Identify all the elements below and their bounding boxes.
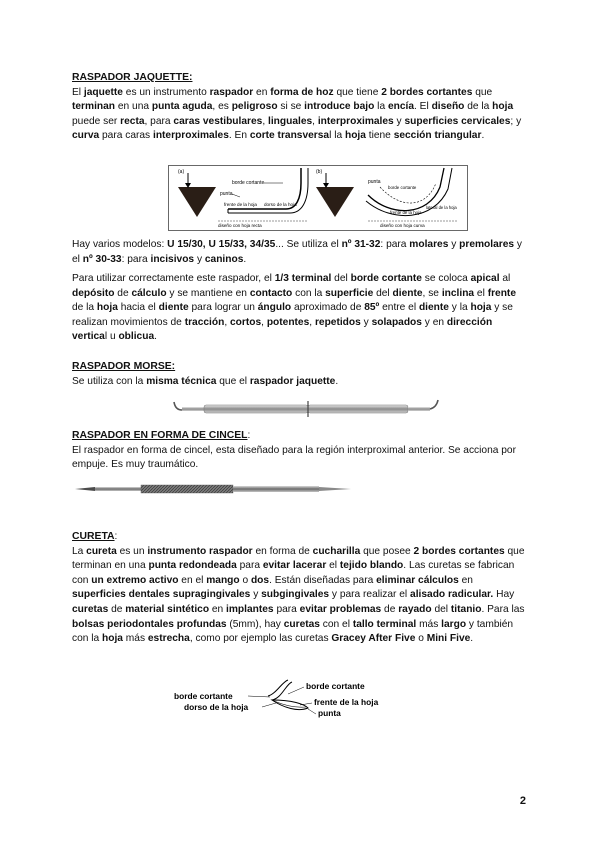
svg-text:frente de la hoja: frente de la hoja xyxy=(390,210,422,215)
text-run: , xyxy=(309,316,315,328)
text-run: que el xyxy=(216,375,250,387)
text-run: y la xyxy=(448,302,471,314)
cureta-figure xyxy=(172,678,402,724)
text-run: . Las curetas se fabrican con xyxy=(72,560,515,586)
text-run: hoja xyxy=(344,130,366,142)
text-run: . xyxy=(154,331,157,343)
text-run: cálculo xyxy=(131,287,167,299)
morse-paragraph xyxy=(72,375,528,390)
text-run: entre el xyxy=(379,302,419,314)
text-run: peligroso xyxy=(231,101,278,113)
text-run: rayado xyxy=(398,603,432,615)
text-run: y se realizan movimientos de xyxy=(72,302,513,328)
text-run: cureta xyxy=(86,545,117,557)
text-run: al xyxy=(499,273,511,284)
text-run: más xyxy=(122,633,148,645)
text-run: . xyxy=(481,130,485,142)
text-run: , como por ejemplo las curetas xyxy=(189,633,332,645)
text-run: para xyxy=(236,560,263,572)
text-run: interproximales xyxy=(152,130,229,142)
text-run: de xyxy=(381,603,399,615)
text-run: alisado radicular. xyxy=(410,589,494,601)
text-run: estrecha xyxy=(147,633,190,645)
text-run: . xyxy=(243,253,247,265)
text-run: ... Se utiliza el xyxy=(275,239,342,250)
svg-text:borde cortante: borde cortante xyxy=(388,185,417,190)
text-run: , se xyxy=(422,287,442,299)
text-run: borde cortante xyxy=(350,273,422,284)
text-run: en xyxy=(458,574,473,586)
label-borde-right: borde cortante xyxy=(306,681,365,691)
text-run: 85º xyxy=(364,302,380,314)
text-run: dos xyxy=(250,574,270,586)
text-run: U 15/30, U 15/33, 34/35 xyxy=(167,239,276,250)
text-run: Hay xyxy=(493,589,515,601)
text-run: potentes xyxy=(266,316,310,328)
text-run: largo xyxy=(441,618,467,630)
text-run: y el xyxy=(72,239,523,265)
text-run: linguales xyxy=(268,115,313,127)
text-run: superficie xyxy=(325,287,374,299)
text-run: implantes xyxy=(226,603,274,615)
text-run: o xyxy=(415,633,427,645)
text-run: incisivos xyxy=(150,253,195,265)
text-run: de la xyxy=(464,101,493,113)
text-run: hoja xyxy=(96,302,118,314)
text-run: que posee xyxy=(360,545,414,557)
text-run: tejido blando xyxy=(339,560,404,572)
text-run: hoja xyxy=(470,302,492,314)
text-run: 2 bordes cortantes xyxy=(381,86,473,98)
text-run: frente xyxy=(487,287,516,299)
text-run: nº 31-32 xyxy=(341,239,381,250)
text-run: , xyxy=(262,115,268,127)
text-run: con la xyxy=(292,287,326,299)
text-run: diente xyxy=(392,287,423,299)
text-run: del xyxy=(373,287,393,299)
text-run: diseño xyxy=(431,101,465,113)
text-run: y xyxy=(393,115,405,127)
jaquette-paragraph-1 xyxy=(72,86,528,144)
text-run: . Están diseñadas para xyxy=(269,574,377,586)
text-run: , xyxy=(224,316,230,328)
text-run: solapados xyxy=(371,316,422,328)
section-jaquette-usage xyxy=(72,272,528,345)
text-run: corte transversa xyxy=(249,130,330,142)
text-run: diente xyxy=(158,302,189,314)
text-run: con el xyxy=(319,618,353,630)
text-run: puede ser xyxy=(72,115,121,127)
text-run: si se xyxy=(277,101,305,113)
svg-text:(b): (b) xyxy=(316,169,323,175)
section-jaquette xyxy=(72,71,528,144)
label-dorso: dorso de la hoja xyxy=(184,702,249,712)
text-run: es un instrumento xyxy=(122,86,210,98)
text-run: en forma de xyxy=(252,545,313,557)
text-run: tiene xyxy=(365,130,394,142)
text-run: y se mantiene en xyxy=(166,287,250,299)
text-run: ángulo xyxy=(257,302,292,314)
text-run: forma de hoz xyxy=(270,86,334,98)
text-run: curetas xyxy=(72,603,109,615)
text-run: en una xyxy=(115,101,152,113)
text-run: y para realizar el xyxy=(329,589,411,601)
text-run: sección triangular xyxy=(393,130,482,142)
text-run: o xyxy=(239,574,251,586)
text-run: y xyxy=(448,239,460,250)
text-run: Se utiliza con la xyxy=(72,375,147,387)
text-run: . Para las xyxy=(481,603,525,615)
text-run: que tiene xyxy=(333,86,382,98)
cureta-blade xyxy=(268,680,288,696)
svg-text:punta: punta xyxy=(220,191,233,197)
label-punta: punta xyxy=(318,708,341,718)
text-run: introduce bajo xyxy=(304,101,375,113)
text-run: de xyxy=(114,287,132,299)
text-run: eliminar cálculos xyxy=(376,574,459,586)
text-run: punta aguda xyxy=(151,101,213,113)
svg-text:frente de la hoja: frente de la hoja xyxy=(224,202,257,207)
text-run: caninos xyxy=(204,253,244,265)
text-run: el xyxy=(326,560,340,572)
text-run: molares xyxy=(409,239,449,250)
text-run: diente xyxy=(418,302,449,314)
heading-jaquette: RASPADOR JAQUETTE: xyxy=(72,72,193,83)
caption-right: diseño con hoja curva xyxy=(380,223,425,228)
text-run: en xyxy=(253,86,271,98)
text-run: para caras xyxy=(99,130,153,142)
heading-morse: RASPADOR MORSE: xyxy=(72,361,176,372)
text-run: más xyxy=(416,618,442,630)
text-run: : para xyxy=(380,239,410,250)
text-run: dirección vertica xyxy=(72,316,493,343)
text-run: El raspador en forma de cincel, esta diseñado para la región interproximal anterior. Se acciona por empuje. Es muy traumático. xyxy=(72,444,516,471)
text-run: es un xyxy=(116,545,148,557)
text-run: encía xyxy=(387,101,414,113)
morse-instrument-image xyxy=(172,396,440,418)
text-run: Mini Five xyxy=(426,633,471,645)
text-run: curva xyxy=(72,130,100,142)
text-run: apical xyxy=(470,273,500,284)
text-run: evitar lacerar xyxy=(262,560,327,572)
text-run: : para xyxy=(121,253,151,265)
text-run: raspador xyxy=(209,86,254,98)
text-run: ; y xyxy=(510,115,522,127)
section-cincel: RASPADOR EN FORMA DE CINCEL: El raspador en forma de cincel, esta diseñado para la región interproximal anterior. Se acciona por empuje. Es muy traumático. xyxy=(72,429,528,473)
text-run: jaquette xyxy=(83,86,123,98)
text-run: 1/3 terminal xyxy=(274,273,332,284)
jaquette-figure xyxy=(168,165,468,231)
heading-cureta: CURETA xyxy=(72,531,115,542)
caption-left: diseño con hoja recta xyxy=(218,223,262,228)
label-borde-left: borde cortante xyxy=(174,691,233,701)
text-run: que terminan en una xyxy=(72,545,525,572)
section-jaquette-models xyxy=(72,238,528,267)
page-number: 2 xyxy=(519,795,526,807)
text-run: hoja xyxy=(102,633,123,645)
text-run: instrumento raspador xyxy=(147,545,253,557)
text-run: del xyxy=(431,603,451,615)
text-run: contacto xyxy=(249,287,293,299)
text-run: hoja xyxy=(492,101,514,113)
text-run: que xyxy=(472,86,493,98)
text-run: y xyxy=(360,316,372,328)
text-run: de xyxy=(108,603,126,615)
text-run: raspador jaquette xyxy=(249,375,336,387)
text-run: l la xyxy=(329,130,345,142)
text-run: Hay varios modelos: xyxy=(72,239,168,250)
text-run: oblicua xyxy=(118,331,155,343)
text-run: . xyxy=(335,375,339,387)
text-run: misma técnica xyxy=(146,375,217,387)
text-run: se coloca xyxy=(421,273,471,284)
text-run: 2 bordes cortantes xyxy=(413,545,505,557)
text-run: cortos xyxy=(230,316,262,328)
text-run: l u xyxy=(104,331,119,343)
text-run: . El xyxy=(414,101,432,113)
text-run: en xyxy=(209,603,227,615)
text-run: punta redondeada xyxy=(148,560,237,572)
text-run: terminan xyxy=(72,101,116,113)
text-run: y xyxy=(250,589,262,601)
heading-cincel: RASPADOR EN FORMA DE CINCEL xyxy=(72,430,248,441)
text-run: tracción xyxy=(184,316,225,328)
text-run: depósito xyxy=(72,287,115,299)
section-cureta: CURETA: La cureta es un instrumento raspador en forma de cucharilla que posee 2 bordes cortantes que terminan en una punta redondeada para evitar lacerar el tejido blando. Las curetas se fabrican con un extremo activo en el mango o dos. Están diseñadas para eliminar cálculos en superficies dentales supragingivales y subgingivales y para realizar el alisado radicular. Hay curetas de material sintético en implantes para evitar problemas de rayado del titanio. Para las bolsas periodontales profundas (5mm), hay curetas con el tallo terminal más largo y también con la hoja más estrecha, como por ejemplo las curetas Gracey After Five o Mini Five. xyxy=(72,530,528,647)
text-run: , es xyxy=(212,101,232,113)
text-run: , xyxy=(312,115,318,127)
svg-text:dorso de la hoja: dorso de la hoja xyxy=(264,202,297,207)
cureta-paragraph xyxy=(72,545,528,647)
cincel-paragraph xyxy=(72,444,528,473)
text-run: hacia el xyxy=(117,302,159,314)
text-run: interproximales xyxy=(317,115,394,127)
text-run: Para utilizar correctamente este raspador, el xyxy=(72,273,275,284)
text-run: y en xyxy=(421,316,447,328)
text-run: recta xyxy=(120,115,145,127)
text-run: en el xyxy=(178,574,207,586)
text-run: superficies dentales supragingivales xyxy=(72,589,251,601)
text-run: titanio xyxy=(450,603,482,615)
label-left-top: (a) xyxy=(178,169,185,175)
section-morse xyxy=(72,360,528,389)
text-run: mango xyxy=(206,574,240,586)
text-run: . En xyxy=(228,130,250,142)
text-run: del xyxy=(331,273,351,284)
text-run: premolares xyxy=(459,239,515,250)
text-run: para lograr un xyxy=(188,302,258,314)
text-run: , xyxy=(261,316,267,328)
jaquette-paragraph-2 xyxy=(72,238,528,267)
text-run: y xyxy=(194,253,205,265)
text-run: repetidos xyxy=(314,316,361,328)
text-run: , para xyxy=(144,115,174,127)
jaquette-paragraph-3 xyxy=(72,272,528,345)
text-run: (5mm), hay xyxy=(226,618,284,630)
text-run: curetas xyxy=(283,618,320,630)
text-run: tallo terminal xyxy=(352,618,417,630)
text-run: . xyxy=(470,633,474,645)
svg-text:lateral de la hoja: lateral de la hoja xyxy=(426,205,457,210)
label-frente: frente de la hoja xyxy=(314,697,379,707)
text-run: La xyxy=(72,545,87,557)
text-run: la xyxy=(374,101,388,113)
text-run: subgingivales xyxy=(261,589,330,601)
text-run: El xyxy=(72,86,84,98)
cincel-instrument-image xyxy=(75,482,351,496)
text-run: caras vestibulares xyxy=(173,115,263,127)
text-run: nº 30-33 xyxy=(82,253,122,265)
text-run: superficies cervicales xyxy=(404,115,511,127)
text-run: y también con la xyxy=(72,618,514,645)
svg-text:punta: punta xyxy=(368,179,381,185)
text-run: evitar problemas xyxy=(299,603,382,615)
text-run: aproximado de xyxy=(291,302,365,314)
text-run: un extremo activo xyxy=(91,574,179,586)
text-run: material sintético xyxy=(125,603,210,615)
text-run: para xyxy=(273,603,300,615)
text-run: de la xyxy=(72,302,97,314)
text-run: Gracey After Five xyxy=(331,633,416,645)
text-run: bolsas periodontales profundas xyxy=(72,618,227,630)
text-run: cucharilla xyxy=(312,545,361,557)
svg-text:borde cortante: borde cortante xyxy=(232,180,265,186)
text-run: el xyxy=(474,287,488,299)
text-run: inclina xyxy=(441,287,475,299)
